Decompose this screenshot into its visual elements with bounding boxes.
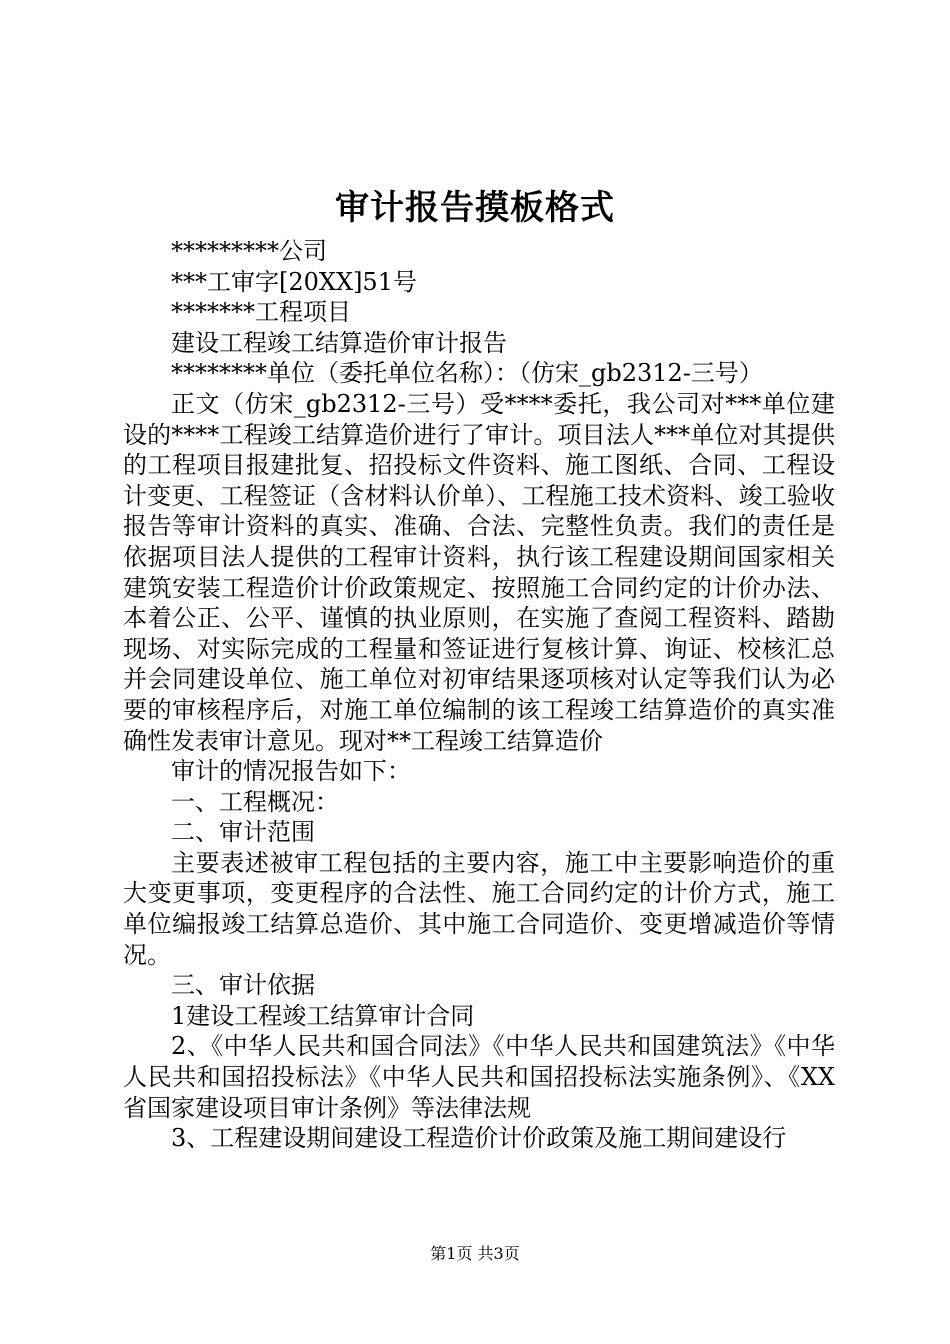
section-heading-scope: 二、审计范围 <box>171 818 315 847</box>
section-heading-basis: 三、审计依据 <box>171 971 315 1000</box>
report-subtitle-line: 建设工程竣工结算造价审计报告 <box>171 328 507 357</box>
section-heading-overview: 一、工程概况： <box>171 787 339 816</box>
basis-item-2: 2、《中华人民共和国合同法》《中华人民共和国建筑法》《中华人民共和国招投标法》《中华人民共和国招投标法实施条例》、《XX省国家建设项目审计条例》等法律法规 <box>123 1032 835 1122</box>
basis-item-3: 3、工程建设期间建设工程造价计价政策及施工期间建设行 <box>171 1124 787 1153</box>
basis-item-1: 1建设工程竣工结算审计合同 <box>171 1001 475 1030</box>
page-footer: 第1页 共3页 <box>430 1244 520 1263</box>
company-name-line: *********公司 <box>171 237 327 265</box>
addressee-line: ********单位（委托单位名称）：（仿宋_gb2312-三号） <box>171 359 763 388</box>
document-number-line: ***工审字[20XX]51号 <box>171 267 417 296</box>
document-body <box>123 236 835 1154</box>
document-title: 审计报告摸板格式 <box>335 188 615 228</box>
report-intro-line: 审计的情况报告如下： <box>171 757 411 786</box>
body-paragraph: 正文（仿宋_gb2312-三号）受****委托，我公司对***单位建设的****工程竣工结算造价进行了审计。项目法人***单位对其提供的工程项目报建批复、招投标文件资料、施工图纸、合同、工程设计变更、工程签证（含材料认价单）、工程施工技术资料、竣工验收报告等审计资料的真实、准确、合法、完整性负责。我们的责任是依据项目法人提供的工程审计资料，执行该工程建设期间国家相关建筑安装工程造价计价政策规定、按照施工合同约定的计价办法、本着公正、公平、谨慎的执业原则，在实施了查阅工程资料、踏勘现场、对实际完成的工程量和签证进行复核计算、询证、校核汇总并会同建设单位、施工单位对初审结果逐项核对认定等我们认为必要的审核程序后，对施工单位编制的该工程竣工结算造价的真实准确性发表审计意见。现对**工程竣工结算造价 <box>123 389 835 755</box>
project-name-line: *******工程项目 <box>171 298 351 327</box>
scope-paragraph: 主要表述被审工程包括的主要内容，施工中主要影响造价的重大变更事项，变更程序的合法性、施工合同约定的计价方式，施工单位编报竣工结算总造价、其中施工合同造价、变更增减造价等情况。 <box>123 848 835 969</box>
